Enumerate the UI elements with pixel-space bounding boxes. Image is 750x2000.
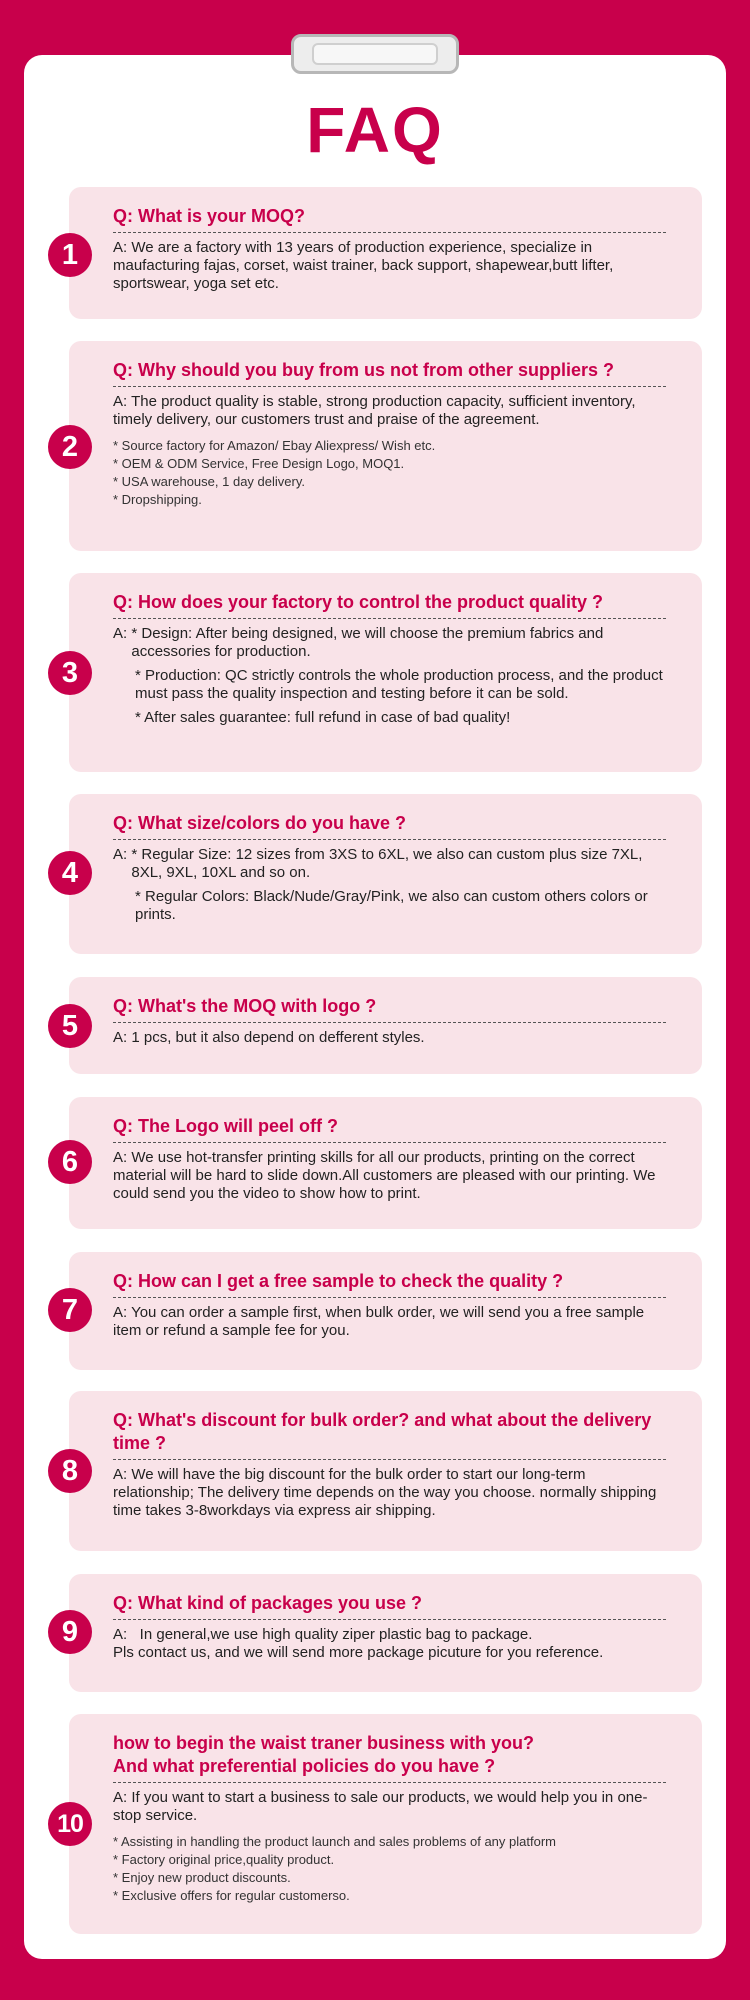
faq-answer: A: We are a factory with 13 years of production experience, specialize in maufacturing fajas, corset, waist trainer, back support, shapewear,butt lifter, sportswear, yoga set etc. [113, 239, 614, 292]
faq-bullet: * USA warehouse, 1 day delivery. [113, 474, 305, 489]
faq-bullet: * Dropshipping. [113, 492, 202, 507]
faq-question: Q: What kind of packages you use ? [113, 1592, 666, 1620]
faq-answer-line: Pls contact us, and we will send more package picuture for you reference. [113, 1644, 604, 1661]
faq-bullet: * Assisting in handling the product launch and sales problems of any platform [113, 1834, 556, 1849]
faq-number-badge: 4 [48, 851, 92, 895]
faq-question: Q: What is your MOQ? [113, 205, 666, 233]
faq-number-badge: 8 [48, 1449, 92, 1493]
faq-answer: A: 1 pcs, but it also depend on defferent styles. [113, 1029, 425, 1046]
faq-item [69, 341, 702, 551]
faq-answer: A: The product quality is stable, strong production capacity, sufficient inventory, timely delivery, our customers trust and praise of the agreement. [113, 393, 636, 428]
page-title: FAQ [306, 94, 444, 166]
faq-subpoint: * Regular Colors: Black/Nude/Gray/Pink, we also can custom others colors or prints. [135, 888, 648, 923]
faq-number-badge: 1 [48, 233, 92, 277]
faq-question: Q: The Logo will peel off ? [113, 1115, 666, 1143]
faq-question: Q: How can I get a free sample to check the quality ? [113, 1270, 666, 1298]
faq-question: Q: Why should you buy from us not from other suppliers ? [113, 359, 666, 387]
faq-number-badge: 5 [48, 1004, 92, 1048]
faq-answer-line: A: In general,we use high quality ziper plastic bag to package. [113, 1626, 533, 1643]
faq-question: Q: What's the MOQ with logo ? [113, 995, 666, 1023]
faq-answer: A: If you want to start a business to sale our products, we would help you in one-stop service. [113, 1789, 648, 1824]
clip-inner [312, 43, 438, 65]
faq-item [69, 977, 702, 1074]
faq-answer: A: We use hot-transfer printing skills for all our products, printing on the correct material will be hard to slide down.All customers are pleased with our printing. We could send you the video to show how to print. [113, 1149, 656, 1202]
faq-number-badge: 10 [48, 1802, 92, 1846]
faq-question: Q: What size/colors do you have ? [113, 812, 666, 840]
faq-item [69, 187, 702, 319]
clipboard-clip-icon [291, 34, 459, 74]
faq-answer: A: You can order a sample first, when bulk order, we will send you a free sample item or refund a sample fee for you. [113, 1304, 645, 1339]
faq-bullets [113, 1833, 666, 1905]
faq-question: Q: How does your factory to control the product quality ? [113, 591, 666, 619]
faq-item [69, 1252, 702, 1370]
faq-bullet: * Source factory for Amazon/ Ebay Aliexpress/ Wish etc. [113, 438, 436, 453]
faq-answer [113, 846, 666, 924]
faq-bullets [113, 437, 666, 509]
faq-item [69, 1574, 702, 1692]
faq-number-badge: 6 [48, 1140, 92, 1184]
faq-number-badge: 3 [48, 651, 92, 695]
faq-answer: A: We will have the big discount for the bulk order to start our long-term relationship; The delivery time depends on the way you choose. normally shipping time takes 3-8workdays via express air shipping. [113, 1466, 657, 1519]
faq-answer [113, 625, 666, 727]
faq-number-badge: 2 [48, 425, 92, 469]
faq-bullet: * Exclusive offers for regular customerso. [113, 1888, 350, 1903]
faq-question [113, 1732, 666, 1783]
faq-question: Q: What's discount for bulk order? and what about the delivery time ? [113, 1409, 666, 1460]
faq-item [69, 794, 702, 954]
faq-item [69, 573, 702, 772]
faq-item [69, 1714, 702, 1934]
faq-bullet: * Enjoy new product discounts. [113, 1870, 291, 1885]
faq-bullet: * Factory original price,quality product. [113, 1852, 335, 1867]
faq-subpoint: * Design: After being designed, we will choose the premium fabrics and accessories for production. [131, 625, 604, 660]
faq-subpoint: * After sales guarantee: full refund in case of bad quality! [135, 709, 511, 726]
faq-subpoint: * Production: QC strictly controls the whole production process, and the product must pass the quality inspection and testing before it can be sold. [135, 667, 663, 702]
answer-prefix: A: [113, 846, 128, 863]
faq-number-badge: 9 [48, 1610, 92, 1654]
faq-number-badge: 7 [48, 1288, 92, 1332]
faq-question-line: how to begin the waist traner business with you? [113, 1733, 535, 1753]
answer-prefix: A: [113, 625, 128, 642]
faq-bullet: * OEM & ODM Service, Free Design Logo, MOQ1. [113, 456, 405, 471]
faq-item [69, 1097, 702, 1229]
faq-question-line: And what preferential policies do you have ? [113, 1756, 496, 1776]
faq-subpoint: * Regular Size: 12 sizes from 3XS to 6XL, we also can custom plus size 7XL, 8XL, 9XL, 10XL and so on. [131, 846, 643, 881]
faq-item [69, 1391, 702, 1551]
faq-answer [113, 1626, 666, 1662]
